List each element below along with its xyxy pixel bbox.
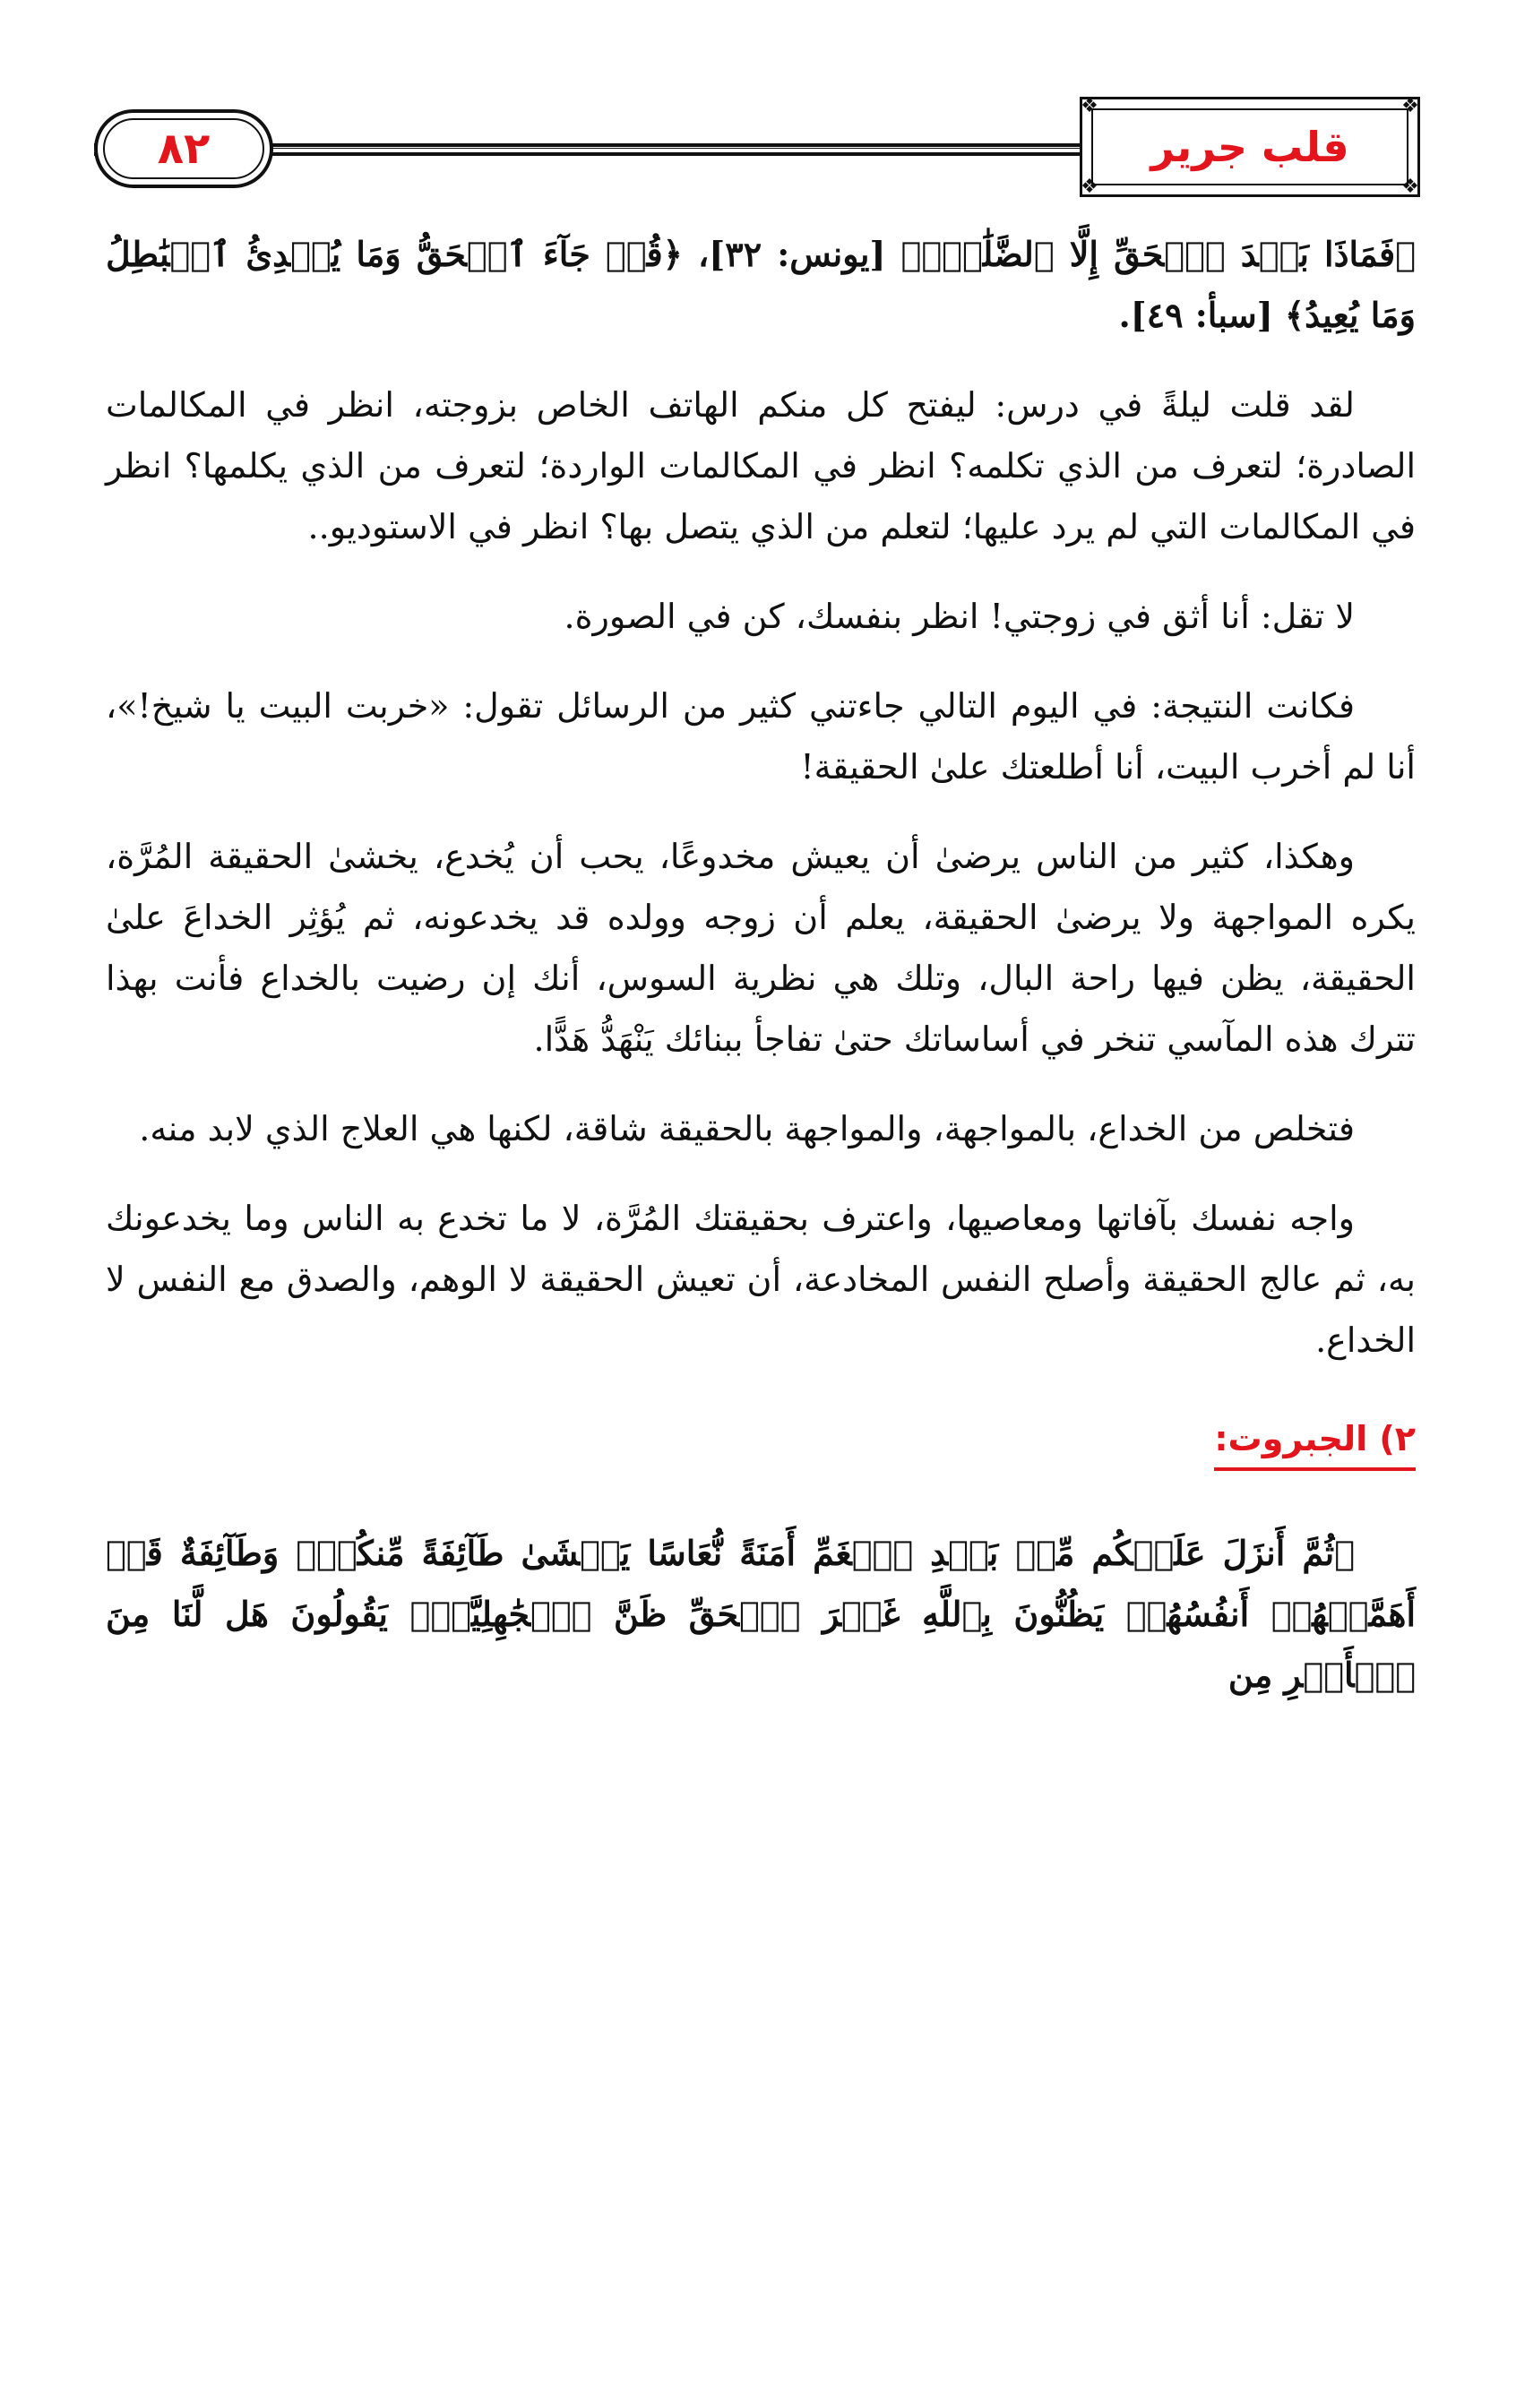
book-title: قلب جرير [1150, 123, 1349, 171]
page-body [106, 224, 1416, 1734]
verse-paragraph: ﴿ثُمَّ أَنزَلَ عَلَيۡكُم مِّنۢ بَعۡدِ ٱلۡغَمِّ أَمَنَةً نُّعَاسًا يَغۡشَىٰ طَآئِفَةً مِّنكُمۡۖ وَطَآئِفَةٌ قَدۡ أَهَمَّتۡهُمۡ أَنفُسُهُمۡ يَظُنُّونَ بِٱللَّهِ غَيۡرَ ٱلۡحَقِّ ظَنَّ ٱلۡجَٰهِلِيَّةِۖ يَقُولُونَ هَل لَّنَا مِنَ ٱلۡأَمۡرِ مِن [106, 1533, 1416, 1695]
page-number: ٨٢ [157, 124, 211, 174]
ornament-corner-icon: ❖ [1081, 176, 1098, 198]
paragraph: واجه نفسك بآفاتها ومعاصيها، واعترف بحقيقتك المُرَّة، لا ما تخدع به الناس وما يخدعونك به، ثم عالج الحقيقة وأصلح النفس المخادعة، أن تعيش الحقيقة لا الوهم، والصدق مع النفس لا الخداع. [106, 1199, 1416, 1360]
ornament-corner-icon: ❖ [1401, 176, 1419, 198]
section-heading: ٢) الجبروت: [1214, 1412, 1416, 1471]
page-header [94, 97, 1420, 204]
paragraph: لقد قلت ليلةً في درس: ليفتح كل منكم الهاتف الخاص بزوجته، انظر في المكالمات الصادرة؛ لتعرف من الذي تكلمه؟ انظر في المكالمات الواردة؛ لتعرف من الذي يكلمها؟ انظر في المكالمات التي لم يرد عليها؛ لتعلم من الذي يتصل بها؟ انظر في الاستوديو.. [106, 385, 1416, 546]
book-title-frame [1080, 97, 1420, 197]
ornament-corner-icon: ❖ [1401, 95, 1419, 117]
verse-paragraph: ﴿فَمَاذَا بَعۡدَ ٱلۡحَقِّ إِلَّا ٱلضَّلَٰلُۖ﴾ [يونس: ٣٢]، ﴿قُلۡ جَآءَ ٱلۡحَقُّ وَمَا يُبۡدِئُ ٱلۡبَٰطِلُ وَمَا يُعِيدُ﴾ [سبأ: ٤٩]. [106, 234, 1417, 335]
page-number-frame [94, 109, 273, 188]
ornament-corner-icon: ❖ [1081, 95, 1098, 117]
paragraph: فكانت النتيجة: في اليوم التالي جاءتني كثير من الرسائل تقول: «خربت البيت يا شيخ!»، أنا لم أخرب البيت، أنا أطلعتك علىٰ الحقيقة! [106, 686, 1416, 787]
paragraph: فتخلص من الخداع، بالمواجهة، والمواجهة بالحقيقة شاقة، لكنها هي العلاج الذي لابد منه. [139, 1109, 1355, 1148]
section-heading-wrap [106, 1399, 1416, 1498]
paragraph: وهكذا، كثير من الناس يرضىٰ أن يعيش مخدوعًا، يحب أن يُخدع، يخشىٰ الحقيقة المُرَّة، يكره المواجهة ولا يرضىٰ الحقيقة، يعلم أن زوجه وولده قد يخدعونه، ثم يُؤثِر الخداعَ علىٰ الحقيقة، يظن فيها راحة البال، وتلك هي نظرية السوس، أنك إن رضيت بالخداع فأنت بهذا تترك هذه المآسي تنخر في أساساتك حتىٰ تفاجأ ببنائك يَنْهَدُّ هَدًّا. [106, 837, 1416, 1059]
paragraph: لا تقل: أنا أثق في زوجتي! انظر بنفسك، كن في الصورة. [564, 597, 1355, 636]
